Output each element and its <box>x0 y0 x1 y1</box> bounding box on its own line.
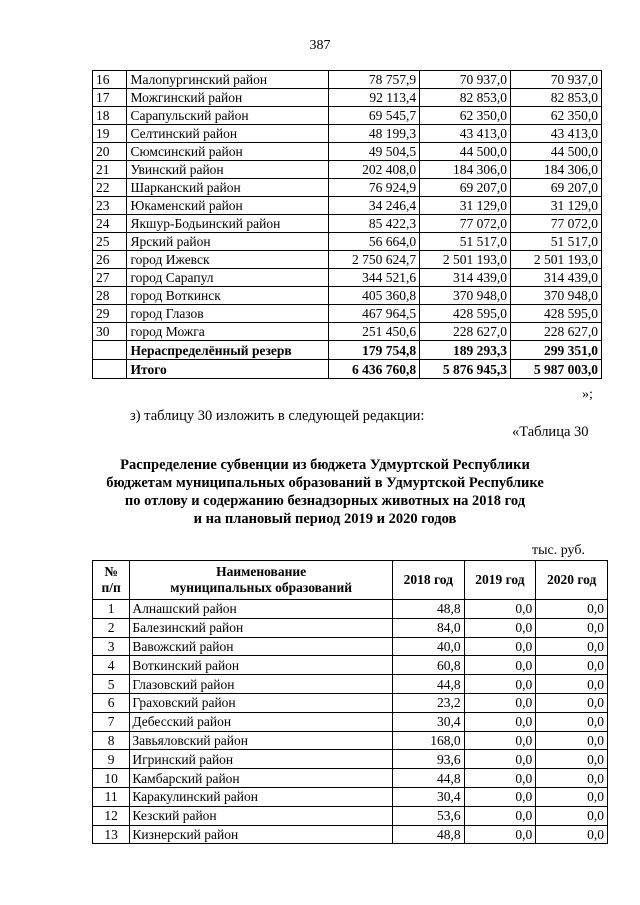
value-col1: 92 113,4 <box>329 89 420 107</box>
value-col3: 82 853,0 <box>511 89 602 107</box>
district-name: город Ижевск <box>127 251 329 269</box>
value-col1: 30,4 <box>392 787 464 806</box>
value-col2: 0,0 <box>464 693 536 712</box>
table-row <box>93 769 608 788</box>
value-col2: 77 072,0 <box>420 215 511 233</box>
header-number <box>93 561 130 600</box>
value-col1: 202 408,0 <box>329 161 420 179</box>
value-col1: 30,4 <box>392 712 464 731</box>
table-row <box>93 89 602 107</box>
row-number: 5 <box>93 675 130 694</box>
value-col1: 69 545,7 <box>329 107 420 125</box>
district-name: Кезский район <box>130 806 393 825</box>
value-col3: 77 072,0 <box>511 215 602 233</box>
subsidy-table-continued <box>92 70 602 379</box>
value-col2: 0,0 <box>464 712 536 731</box>
district-name: Кизнерский район <box>130 825 393 844</box>
value-col3: 0,0 <box>536 731 608 750</box>
value-col1: 44,8 <box>392 769 464 788</box>
district-name: Ярский район <box>127 233 329 251</box>
table-row <box>93 637 608 656</box>
district-name: город Воткинск <box>127 287 329 305</box>
table-row <box>93 825 608 844</box>
header-2018: 2018 год <box>392 561 464 600</box>
value-col1: 49 504,5 <box>329 143 420 161</box>
value-col3: 31 129,0 <box>511 197 602 215</box>
value-col1: 48,8 <box>392 825 464 844</box>
row-number: 1 <box>93 600 130 619</box>
row-number: 20 <box>93 143 127 161</box>
table-row <box>93 287 602 305</box>
value-col3: 0,0 <box>536 656 608 675</box>
district-name: Сюмсинский район <box>127 143 329 161</box>
row-number: 22 <box>93 179 127 197</box>
header-number-line1: № <box>104 564 118 579</box>
row-number: 18 <box>93 107 127 125</box>
row-number: 13 <box>93 825 130 844</box>
total-label: Итого <box>127 360 329 379</box>
value-col1: 405 360,8 <box>329 287 420 305</box>
row-number <box>93 341 127 360</box>
value-col1: 40,0 <box>392 637 464 656</box>
value-col3: 62 350,0 <box>511 107 602 125</box>
value-col3: 184 306,0 <box>511 161 602 179</box>
row-number: 23 <box>93 197 127 215</box>
table-title <box>80 456 570 528</box>
value-col3: 228 627,0 <box>511 323 602 341</box>
table2-header-row <box>93 561 608 600</box>
value-col3: 0,0 <box>536 825 608 844</box>
value-col2: 189 293,3 <box>420 341 511 360</box>
title-line: по отлову и содержанию безнадзорных животных на 2018 год <box>124 493 526 509</box>
header-2019: 2019 год <box>464 561 536 600</box>
district-name: Граховский район <box>130 693 393 712</box>
row-number: 28 <box>93 287 127 305</box>
amendment-instruction: з) таблицу 30 изложить в следующей редакции: <box>130 408 425 424</box>
row-number: 3 <box>93 637 130 656</box>
value-col2: 62 350,0 <box>420 107 511 125</box>
value-col3: 0,0 <box>536 769 608 788</box>
value-col2: 69 207,0 <box>420 179 511 197</box>
row-number: 24 <box>93 215 127 233</box>
header-name-line1: Наименование <box>216 564 307 579</box>
row-number: 12 <box>93 806 130 825</box>
table-row <box>93 675 608 694</box>
value-col3: 0,0 <box>536 675 608 694</box>
value-col3: 314 439,0 <box>511 269 602 287</box>
row-number: 6 <box>93 693 130 712</box>
table-row <box>93 215 602 233</box>
value-col2: 0,0 <box>464 600 536 619</box>
table-row <box>93 618 608 637</box>
title-line: и на плановый период 2019 и 2020 годов <box>193 511 457 527</box>
district-name: Сарапульский район <box>127 107 329 125</box>
value-col1: 93,6 <box>392 750 464 769</box>
animal-control-subsidy-table <box>92 560 608 844</box>
row-number: 4 <box>93 656 130 675</box>
value-col3: 0,0 <box>536 806 608 825</box>
value-col1: 78 757,9 <box>329 71 420 89</box>
value-col2: 0,0 <box>464 637 536 656</box>
table1-body <box>93 71 602 379</box>
table-row <box>93 143 602 161</box>
header-name-line2: муниципальных образований <box>170 580 353 595</box>
closing-quote-mark: »; <box>582 387 593 402</box>
units-label: тыс. руб. <box>532 543 585 558</box>
district-name: Вавожский район <box>130 637 393 656</box>
table-row <box>93 656 608 675</box>
title-line: Распределение субвенции из бюджета Удмуртской Республики <box>120 457 530 473</box>
value-col1: 168,0 <box>392 731 464 750</box>
value-col3: 43 413,0 <box>511 125 602 143</box>
value-col2: 31 129,0 <box>420 197 511 215</box>
row-number: 11 <box>93 787 130 806</box>
value-col3: 0,0 <box>536 712 608 731</box>
row-number <box>93 360 127 379</box>
value-col1: 251 450,6 <box>329 323 420 341</box>
value-col2: 44 500,0 <box>420 143 511 161</box>
row-number: 26 <box>93 251 127 269</box>
header-number-line2: п/п <box>101 580 121 595</box>
value-col2: 70 937,0 <box>420 71 511 89</box>
value-col2: 428 595,0 <box>420 305 511 323</box>
row-number: 8 <box>93 731 130 750</box>
table-row <box>93 787 608 806</box>
district-name: Шарканский район <box>127 179 329 197</box>
table-row <box>93 251 602 269</box>
value-col3: 370 948,0 <box>511 287 602 305</box>
value-col1: 34 246,4 <box>329 197 420 215</box>
value-col3: 0,0 <box>536 693 608 712</box>
value-col2: 0,0 <box>464 618 536 637</box>
row-number: 16 <box>93 71 127 89</box>
value-col3: 0,0 <box>536 600 608 619</box>
value-col2: 370 948,0 <box>420 287 511 305</box>
row-number: 19 <box>93 125 127 143</box>
value-col2: 0,0 <box>464 675 536 694</box>
value-col2: 82 853,0 <box>420 89 511 107</box>
value-col2: 228 627,0 <box>420 323 511 341</box>
value-col3: 69 207,0 <box>511 179 602 197</box>
reserve-row <box>93 341 602 360</box>
value-col3: 51 517,0 <box>511 233 602 251</box>
total-row <box>93 360 602 379</box>
value-col2: 0,0 <box>464 806 536 825</box>
value-col3: 428 595,0 <box>511 305 602 323</box>
value-col1: 53,6 <box>392 806 464 825</box>
value-col1: 467 964,5 <box>329 305 420 323</box>
table-row <box>93 323 602 341</box>
value-col1: 60,8 <box>392 656 464 675</box>
title-line: бюджетам муниципальных образований в Удмуртской Республике <box>106 475 544 491</box>
value-col2: 5 876 945,3 <box>420 360 511 379</box>
table-row <box>93 806 608 825</box>
table-row <box>93 693 608 712</box>
district-name: Можгинский район <box>127 89 329 107</box>
value-col1: 23,2 <box>392 693 464 712</box>
value-col2: 43 413,0 <box>420 125 511 143</box>
table-row <box>93 107 602 125</box>
table-label: «Таблица 30 <box>512 424 589 440</box>
value-col1: 85 422,3 <box>329 215 420 233</box>
district-name: Селтинский район <box>127 125 329 143</box>
value-col3: 0,0 <box>536 618 608 637</box>
district-name: Увинский район <box>127 161 329 179</box>
value-col2: 0,0 <box>464 750 536 769</box>
value-col1: 44,8 <box>392 675 464 694</box>
row-number: 21 <box>93 161 127 179</box>
value-col3: 44 500,0 <box>511 143 602 161</box>
table-row <box>93 161 602 179</box>
district-name: Воткинский район <box>130 656 393 675</box>
value-col2: 184 306,0 <box>420 161 511 179</box>
page-number: 387 <box>309 38 331 53</box>
value-col2: 0,0 <box>464 731 536 750</box>
table-row <box>93 233 602 251</box>
district-name: город Глазов <box>127 305 329 323</box>
value-col2: 0,0 <box>464 656 536 675</box>
row-number: 9 <box>93 750 130 769</box>
district-name: Юкаменский район <box>127 197 329 215</box>
value-col1: 84,0 <box>392 618 464 637</box>
row-number: 30 <box>93 323 127 341</box>
district-name: город Сарапул <box>127 269 329 287</box>
district-name: Балезинский район <box>130 618 393 637</box>
table-row <box>93 179 602 197</box>
row-number: 7 <box>93 712 130 731</box>
table2-body <box>93 600 608 844</box>
reserve-label: Нераспределённый резерв <box>127 341 329 360</box>
value-col1: 56 664,0 <box>329 233 420 251</box>
value-col3: 0,0 <box>536 787 608 806</box>
value-col1: 48 199,3 <box>329 125 420 143</box>
district-name: Завьяловский район <box>130 731 393 750</box>
value-col3: 5 987 003,0 <box>511 360 602 379</box>
value-col2: 0,0 <box>464 825 536 844</box>
row-number: 25 <box>93 233 127 251</box>
header-name <box>130 561 393 600</box>
row-number: 17 <box>93 89 127 107</box>
value-col1: 76 924,9 <box>329 179 420 197</box>
table-row <box>93 712 608 731</box>
value-col2: 0,0 <box>464 769 536 788</box>
row-number: 29 <box>93 305 127 323</box>
district-name: город Можга <box>127 323 329 341</box>
value-col1: 6 436 760,8 <box>329 360 420 379</box>
value-col1: 179 754,8 <box>329 341 420 360</box>
value-col3: 2 501 193,0 <box>511 251 602 269</box>
district-name: Малопургинский район <box>127 71 329 89</box>
table-row <box>93 731 608 750</box>
row-number: 10 <box>93 769 130 788</box>
district-name: Каракулинский район <box>130 787 393 806</box>
table-row <box>93 125 602 143</box>
header-2020: 2020 год <box>536 561 608 600</box>
table-row <box>93 269 602 287</box>
value-col1: 2 750 624,7 <box>329 251 420 269</box>
table-row <box>93 305 602 323</box>
value-col3: 0,0 <box>536 750 608 769</box>
table-row <box>93 71 602 89</box>
value-col1: 344 521,6 <box>329 269 420 287</box>
row-number: 2 <box>93 618 130 637</box>
value-col2: 0,0 <box>464 787 536 806</box>
table-row <box>93 197 602 215</box>
row-number: 27 <box>93 269 127 287</box>
district-name: Игринский район <box>130 750 393 769</box>
value-col1: 48,8 <box>392 600 464 619</box>
value-col2: 2 501 193,0 <box>420 251 511 269</box>
district-name: Алнашский район <box>130 600 393 619</box>
district-name: Камбарский район <box>130 769 393 788</box>
value-col3: 70 937,0 <box>511 71 602 89</box>
value-col3: 0,0 <box>536 637 608 656</box>
value-col2: 314 439,0 <box>420 269 511 287</box>
district-name: Якшур-Бодьинский район <box>127 215 329 233</box>
value-col3: 299 351,0 <box>511 341 602 360</box>
table-row <box>93 750 608 769</box>
table-row <box>93 600 608 619</box>
district-name: Глазовский район <box>130 675 393 694</box>
district-name: Дебесский район <box>130 712 393 731</box>
value-col2: 51 517,0 <box>420 233 511 251</box>
